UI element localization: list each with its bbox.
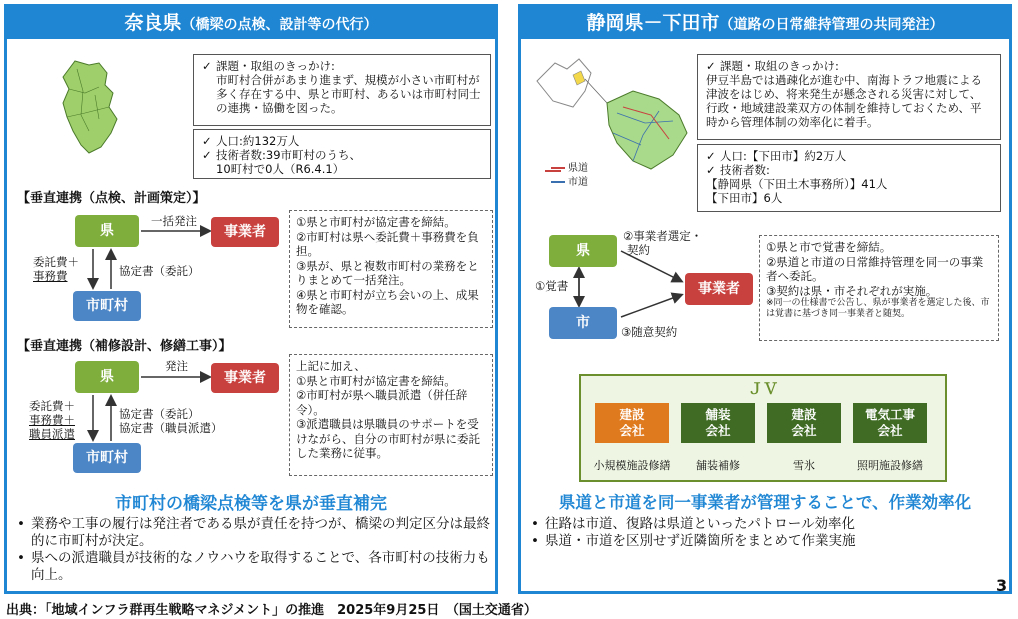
nara-section1-title: 【垂直連携（点検、計画策定）】 xyxy=(17,191,206,206)
shizuoka-bullets xyxy=(529,516,1007,550)
nara-bullet-2: • 県への派遣職員が技術的なノウハウを取得することで、各市町村の技術力も向上。 xyxy=(15,550,493,584)
sec2-left-label3: 職員派遣 xyxy=(29,427,75,441)
sec1-left-label1: 委託費＋ xyxy=(33,255,79,269)
nara-bullet-1: • 業務や工事の履行は発注者である県が責任を持つが、橋梁の判定区分は最終的に市町村が決定。 xyxy=(15,516,493,550)
nara-issue-box: ✓ 課題・取組のきっかけ: 市町村合併があまり進まず、規模が小さい市町村が多く存在する中、県と市町村、あるいは市町村同士の連携・協働を図った。 xyxy=(193,54,491,126)
page-number: 3 xyxy=(996,576,1008,595)
sec2-jigyosha-node: 事業者 xyxy=(211,363,279,393)
jv-company-label-1: 小規模施設修繕 xyxy=(593,459,671,472)
sec1-ken-node: 県 xyxy=(75,215,139,247)
shizuoka-bullet-1: • 往路は市道、復路は県道といったパトロール効率化 xyxy=(529,516,1007,533)
legend-red-line: 県道 xyxy=(551,162,588,176)
shimoda-jigyosha-node: 事業者 xyxy=(685,273,753,305)
jv-company-2: 舗装 会社 xyxy=(681,403,755,443)
sec2-left-label2: 事務費＋ xyxy=(29,413,75,427)
shizuoka-headline: 県道と市道を同一事業者が管理することで、作業効率化 xyxy=(558,493,972,512)
sec2-order-label: 発注 xyxy=(165,359,188,373)
sec1-notes: ①県と市町村が協定書を締結。 ②市町村は県へ委託費＋事務費を負担。 ③県が、県と複数市町村の業務をとりまとめて一括発注。 ④県と市町村が立ち会いの上、成果物を確認。 xyxy=(289,210,493,328)
nara-bullets xyxy=(15,516,493,584)
jv-company-4: 電気工事 会社 xyxy=(853,403,927,443)
sec1-left-label2: 事務費 xyxy=(33,269,68,283)
sec2-left-label1: 委託費＋ xyxy=(29,399,75,413)
shimoda-shi-node: 市 xyxy=(549,307,617,339)
jv-company-label-4: 照明施設修繕 xyxy=(857,459,923,472)
shizuoka-panel xyxy=(518,4,1012,594)
sec1-jigyosha-node: 事業者 xyxy=(211,217,279,247)
source-citation: 出典：「地域インフラ群再生戦略マネジメント」の推進 2025年9月25日 （国土交通省） xyxy=(6,603,537,618)
sec2-ken-node: 県 xyxy=(75,361,139,393)
sec2-shichoson-node: 市町村 xyxy=(73,443,141,473)
label-select2: 契約 xyxy=(627,243,650,257)
nara-stats-box: ✓ 人口:約132万人 ✓ 技術者数:39市町村のうち、 10町村で0人（R6.4.1） xyxy=(193,129,491,179)
sec2-right-label1: 協定書（委託） xyxy=(119,407,200,421)
jv-company-label-3: 雪氷 xyxy=(793,459,815,472)
shizuoka-stats-box: ✓ 人口:【下田市】約2万人 ✓ 技術者数: 【静岡県（下田土木事務所）】41人 【下田市】6人 xyxy=(697,144,1001,212)
sec1-right-label: 協定書（委託） xyxy=(119,264,200,278)
jv-company-1: 建設 会社 xyxy=(595,403,669,443)
sec1-shichoson-node: 市町村 xyxy=(73,291,141,321)
sec2-right-label2: 協定書（職員派遣） xyxy=(119,421,223,435)
jv-company-3: 建設 会社 xyxy=(767,403,841,443)
sec2-notes: 上記に加え、 ①県と市町村が協定書を締結。 ②市町村が県へ職員派遣（併任辞令）。 ③派遣職員は県職員のサポートを受けながら、自分の市町村が県に委託した業務に従事。 xyxy=(289,354,493,476)
shizuoka-panel-title: 静岡県－下田市（道路の日常維持管理の共同発注） xyxy=(521,7,1009,39)
nara-section2-title: 【垂直連携（補修設計、修繕工事）】 xyxy=(17,339,232,354)
jv-title: ＪＶ xyxy=(747,380,778,398)
shimoda-notes: ①県と市で覚書を締結。 ②県道と市道の日常維持管理を同一の事業者へ委託。 ③契約は県・市それぞれが実施。 ※同一の仕様書で公告し、県が事業者を選定した後、市は覚書に基づき同一事業者と随契。 xyxy=(759,235,999,341)
label-select: ②事業者選定・ xyxy=(623,229,703,243)
shizuoka-issue-box: ✓ 課題・取組のきっかけ: 伊豆半島では過疎化が進む中、南海トラフ地震による津波をはじめ、将来発生が懸念される災害に対して、行政・地域建設業双方の体制を維持しておくため、平時から管理体制の効率化に着手。 xyxy=(697,54,1001,140)
jv-company-label-2: 舗装補修 xyxy=(696,459,740,472)
label-oboe: ①覚書 xyxy=(535,279,569,293)
shizuoka-bullet-2: • 県道・市道を区別せず近隣箇所をまとめて作業実施 xyxy=(529,533,1007,550)
label-zuii: ③随意契約 xyxy=(621,325,678,339)
nara-panel xyxy=(4,4,498,594)
shimoda-ken-node: 県 xyxy=(549,235,617,267)
sec1-order-label: 一括発注 xyxy=(151,214,197,228)
legend-blue-line: 市道 xyxy=(551,176,588,190)
nara-panel-title: 奈良県（橋梁の点検、設計等の代行） xyxy=(7,7,495,39)
nara-headline: 市町村の橋梁点検等を県が垂直補完 xyxy=(115,494,387,514)
